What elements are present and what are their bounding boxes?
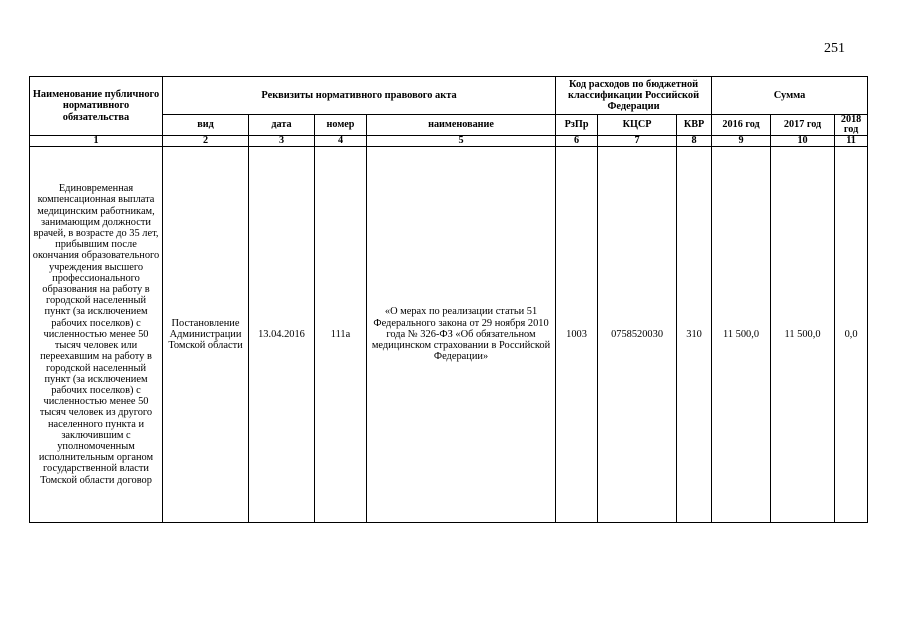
header-kcsr: КЦСР — [598, 115, 677, 136]
column-number: 7 — [598, 136, 677, 147]
cell-kvr: 310 — [677, 147, 712, 523]
cell-sum-2017: 11 500,0 — [771, 147, 835, 523]
column-number: 4 — [315, 136, 367, 147]
cell-date: 13.04.2016 — [249, 147, 315, 523]
header-2017: 2017 год — [771, 115, 835, 136]
cell-kind: Постановление Администрации Томской области — [163, 147, 249, 523]
cell-kcsr: 0758520030 — [598, 147, 677, 523]
table-row — [30, 147, 868, 523]
column-number: 5 — [367, 136, 556, 147]
obligations-table — [29, 76, 868, 523]
header-obligation-name: Наименование публичного нормативного обязательства — [30, 77, 163, 136]
header-number: номер — [315, 115, 367, 136]
column-number: 2 — [163, 136, 249, 147]
cell-sum-2018: 0,0 — [835, 147, 868, 523]
column-number: 6 — [556, 136, 598, 147]
header-budget-code: Код расходов по бюджетной классификации Российской Федерации — [556, 77, 712, 115]
header-rzpr: РзПр — [556, 115, 598, 136]
header-kind: вид — [163, 115, 249, 136]
column-number: 3 — [249, 136, 315, 147]
header-row-main — [30, 77, 868, 115]
column-number: 8 — [677, 136, 712, 147]
column-number-row — [30, 136, 868, 147]
header-name: наименование — [367, 115, 556, 136]
header-act-details: Реквизиты нормативного правового акта — [163, 77, 556, 115]
cell-number: 111а — [315, 147, 367, 523]
header-date: дата — [249, 115, 315, 136]
column-number: 11 — [835, 136, 868, 147]
column-number: 1 — [30, 136, 163, 147]
cell-rzpr: 1003 — [556, 147, 598, 523]
header-kvr: КВР — [677, 115, 712, 136]
column-number: 10 — [771, 136, 835, 147]
page-number: 251 — [824, 41, 845, 56]
header-sum: Сумма — [712, 77, 868, 115]
cell-obligation: Единовременная компенсационная выплата медицинским работникам, занимающим должности врачей, в возрасте до 35 лет, прибывшим после окончания образовательного учреждения высшего профессионального образования на работу в городской населенный пункт (за исключением рабочих поселков) с численностью менее 50 тысяч человек или переехавшим на работу в городской населенный пункт (за исключением рабочих поселков) с численностью менее 50 тысяч человек из другого населенного пункта и заключившим с уполномоченным исполнительным органом государственной власти Томской области договор — [30, 147, 163, 523]
header-2018: 2018 год — [835, 115, 868, 136]
cell-sum-2016: 11 500,0 — [712, 147, 771, 523]
column-number: 9 — [712, 136, 771, 147]
cell-act-name: «О мерах по реализации статьи 51 Федерального закона от 29 ноября 2010 года № 326-ФЗ «Об обязательном медицинском страховании в Российской Федерации» — [367, 147, 556, 523]
header-2016: 2016 год — [712, 115, 771, 136]
